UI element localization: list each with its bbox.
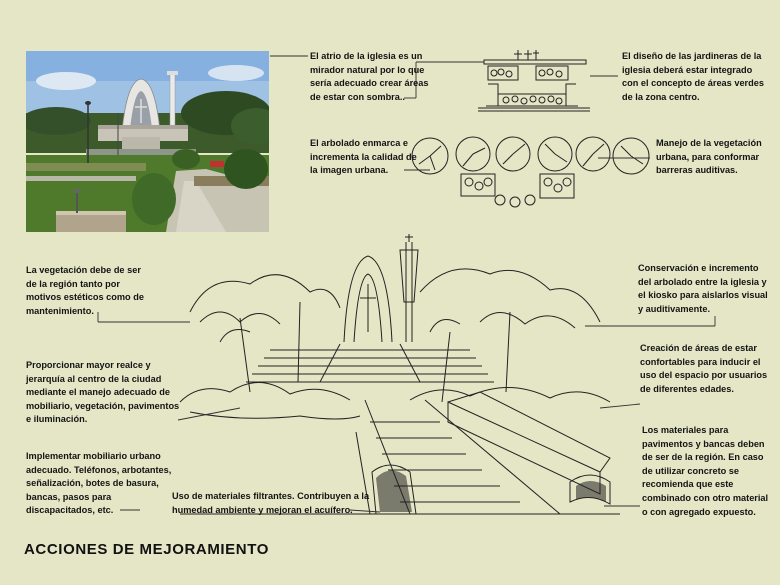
page-title: ACCIONES DE MEJORAMIENTO <box>24 541 269 558</box>
note-mobiliario: Implementar mobiliario urbano adecuado. Teléfonos, arbotantes, señalización, botes de basura, bancas, pasos para discapacitados, etc. <box>26 451 172 516</box>
note-atrio: El atrio de la iglesia es un mirador natural por lo que sería adecuado crear áreas de estar con sombra.. <box>310 51 429 102</box>
note-creacion: Creación de áreas de estar confortables para inducir el uso del espacio por usuarios de diferentes edades. <box>640 343 768 394</box>
note-manejo: Manejo de la vegetación urbana, para conformar barreras auditivas. <box>656 138 762 176</box>
note-jardineras: El diseño de las jardineras de la iglesia deberá estar integrado con el concepto de áreas verdes de la zona centro. <box>622 51 764 102</box>
note-vegetacion: La vegetación debe de ser de la región tanto por motivos estéticos como de mantenimiento. <box>26 265 144 316</box>
note-materiales: Los materiales para pavimentos y bancas deben de ser de la región. En caso de utilizar concreto se recomienda que este combinado con otro material o con agregado expuesto. <box>642 425 769 517</box>
note-conservacion: Conservación e incremento del arbolado entre la iglesia y el kiosko para aislarlos visual y auditivamente. <box>638 263 768 314</box>
note-arbolado: El arbolado enmarca e incrementa la calidad de la imagen urbana. <box>310 138 417 176</box>
note-realce: Proporcionar mayor realce y jerarquía al centro de la ciudad mediante el manejo adecuado de mobiliario, vegetación, pavimentos e iluminación. <box>26 360 180 425</box>
note-filtrantes: Uso de materiales filtrantes. Contribuyen a la humedad ambiente y mejoran el acuífero. <box>172 491 370 515</box>
